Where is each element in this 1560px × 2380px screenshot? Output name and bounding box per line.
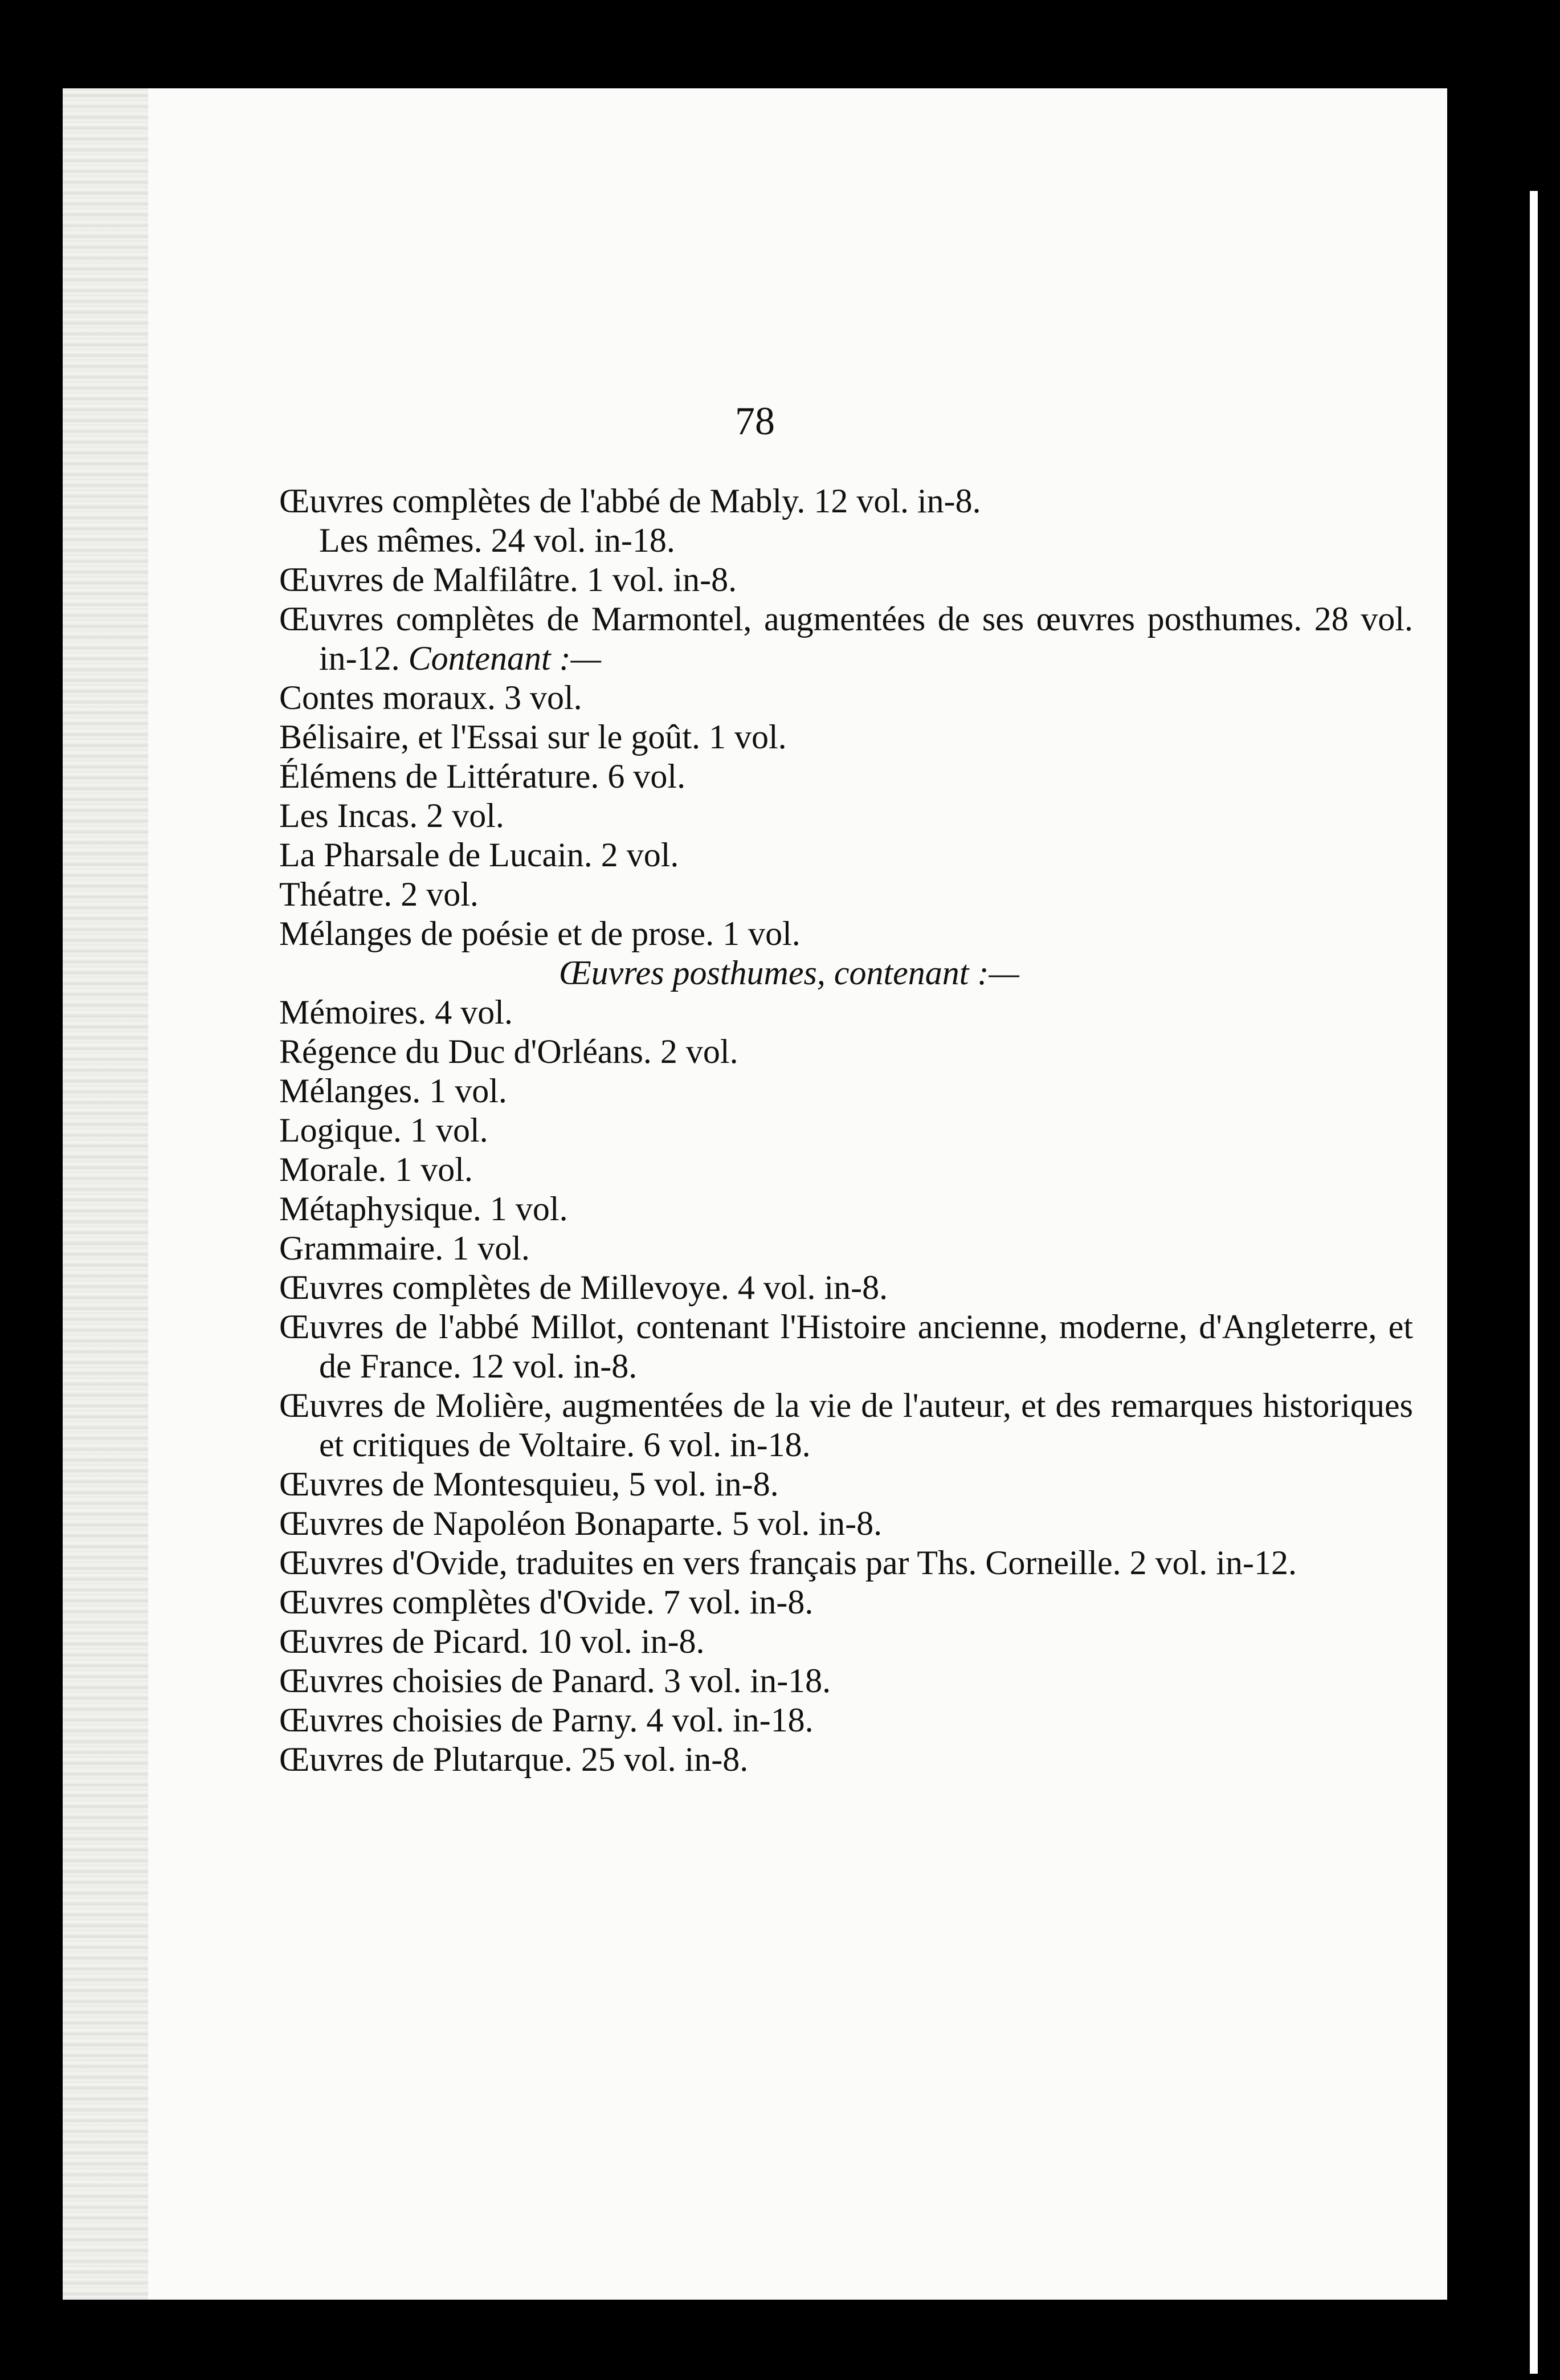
catalogue-entry: Œuvres de Plutarque. 25 vol. in-8. bbox=[279, 1741, 749, 1778]
catalogue-entry: Régence du Duc d'Orléans. 2 vol. bbox=[279, 1033, 738, 1070]
catalogue-entry: Contes moraux. 3 vol. bbox=[279, 679, 582, 716]
catalogue-entry: Mélanges. 1 vol. bbox=[279, 1072, 507, 1110]
catalogue-entry: Œuvres de Montesquieu, 5 vol. in-8. bbox=[279, 1465, 779, 1503]
catalogue-entry: Bélisaire, et l'Essai sur le goût. 1 vol. bbox=[279, 718, 787, 756]
section-subheading: Œuvres posthumes, contenant :— bbox=[559, 954, 1019, 992]
catalogue-entry: Théatre. 2 vol. bbox=[279, 875, 479, 913]
book-page bbox=[63, 88, 1447, 2300]
catalogue-entry: Grammaire. 1 vol. bbox=[279, 1229, 530, 1267]
entry-italic-note: Contenant :— bbox=[408, 639, 601, 677]
catalogue-entry: Morale. 1 vol. bbox=[279, 1151, 473, 1188]
catalogue-entry: Les mêmes. 24 vol. in-18. bbox=[319, 521, 675, 559]
page-edge-strip bbox=[1530, 191, 1538, 2374]
catalogue-entry: Œuvres complètes de Marmontel, augmentées de ses œuvres posthumes. 28 vol. in-12. Contenant :— bbox=[279, 600, 1413, 677]
catalogue-entry: Mélanges de poésie et de prose. 1 vol. bbox=[279, 915, 801, 952]
catalogue-entry: Œuvres de l'abbé Millot, contenant l'Histoire ancienne, moderne, d'Angleterre, et de France. 12 vol. in-8. bbox=[279, 1308, 1413, 1385]
catalogue-entry: Œuvres de Picard. 10 vol. in-8. bbox=[279, 1623, 705, 1660]
catalogue-entry: Les Incas. 2 vol. bbox=[279, 797, 504, 834]
catalogue-entry: Logique. 1 vol. bbox=[279, 1111, 488, 1149]
catalogue-entry: Œuvres de Malfilâtre. 1 vol. in-8. bbox=[279, 561, 737, 598]
catalogue-list bbox=[279, 482, 1413, 1779]
catalogue-entry: Mémoires. 4 vol. bbox=[279, 993, 513, 1031]
page-number: 78 bbox=[735, 400, 775, 443]
catalogue-entry: Œuvres choisies de Panard. 3 vol. in-18. bbox=[279, 1662, 831, 1700]
catalogue-entry: Œuvres complètes d'Ovide. 7 vol. in-8. bbox=[279, 1583, 814, 1621]
catalogue-entry: Œuvres d'Ovide, traduites en vers français par Ths. Corneille. 2 vol. in-12. bbox=[279, 1544, 1297, 1582]
catalogue-entry: Œuvres choisies de Parny. 4 vol. in-18. bbox=[279, 1701, 814, 1739]
catalogue-entry: Œuvres complètes de l'abbé de Mably. 12 vol. in-8. bbox=[279, 482, 981, 520]
catalogue-entry: Métaphysique. 1 vol. bbox=[279, 1190, 568, 1228]
catalogue-entry: Élémens de Littérature. 6 vol. bbox=[279, 757, 686, 795]
catalogue-entry: Œuvres de Napoléon Bonaparte. 5 vol. in-8. bbox=[279, 1505, 883, 1542]
catalogue-entry: Œuvres complètes de Millevoye. 4 vol. in-8. bbox=[279, 1269, 888, 1306]
catalogue-entry: Œuvres de Molière, augmentées de la vie de l'auteur, et des remarques historiques et critiques de Voltaire. 6 vol. in-18. bbox=[279, 1387, 1413, 1464]
catalogue-entry: La Pharsale de Lucain. 2 vol. bbox=[279, 836, 679, 874]
